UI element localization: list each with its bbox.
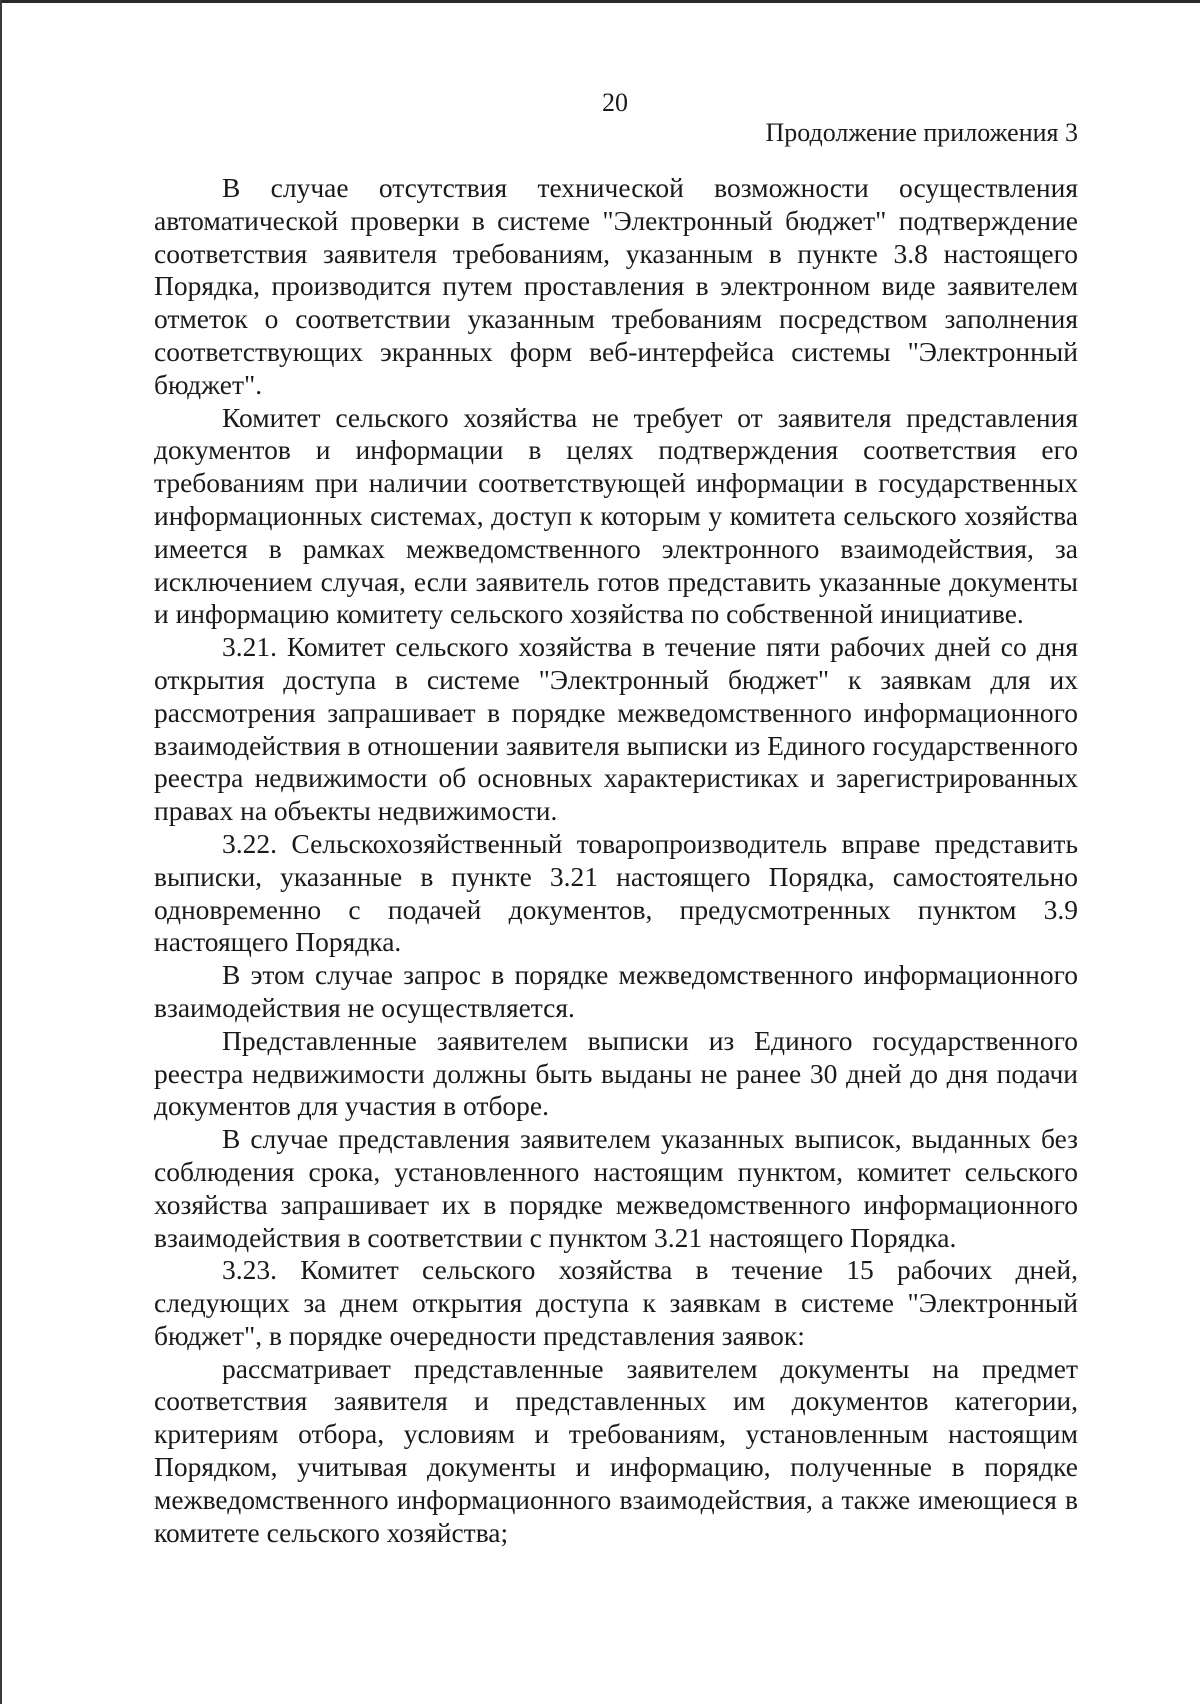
- paragraph-clause-3-21: 3.21. Комитет сельского хозяйства в течение пяти рабочих дней со дня открытия доступа в системе "Электронный бюджет" к заявкам для их рассмотрения запрашивает в порядке межведомственного информационного взаимодействия в отношении заявителя выписки из Единого государственного реестра недвижимости об основных характеристиках и зарегистрированных правах на объекты недвижимости.: [154, 631, 1078, 827]
- page-number: 20: [602, 88, 628, 117]
- scan-border-top: [0, 0, 1200, 3]
- paragraph-technical-impossibility: В случае отсутствия технической возможности осуществления автоматической проверки в системе "Электронный бюджет" подтверждение соответствия заявителя требованиям, указанным в пункте 3.8 настоящего Порядка, производится путем проставления в электронном виде заявителем отметок о соответствии указанным требованиям посредством заполнения соответствующих экранных форм веб-интерфейса системы "Электронный бюджет".: [154, 172, 1078, 400]
- document-body: [154, 172, 1078, 1549]
- paragraph-extract-validity: Представленные заявителем выписки из Единого государственного реестра недвижимости должны быть выданы не ранее 30 дней до дня подачи документов для участия в отборе.: [154, 1024, 1078, 1122]
- paragraph-expired-extracts: В случае представления заявителем указанных выписок, выданных без соблюдения срока, установленного настоящим пунктом, комитет сельского хозяйства запрашивает их в порядке межведомственного информационного взаимодействия в соответствии с пунктом 3.21 настоящего Порядка.: [154, 1123, 1078, 1253]
- paragraph-clause-3-22: 3.22. Сельскохозяйственный товаропроизводитель вправе представить выписки, указанные в пункте 3.21 настоящего Порядка, самостоятельно одновременно с подачей документов, предусмотренных пунктом 3.9 настоящего Порядка.: [154, 827, 1078, 958]
- appendix-continuation-note: Продолжение приложения 3: [765, 118, 1078, 147]
- paragraph-no-document-requirement: Комитет сельского хозяйства не требует от заявителя представления документов и информации в целях подтверждения соответствия его требованиям при наличии соответствующей информации в государственных информационных системах, доступ к которым у комитета сельского хозяйства имеется в рамках межведомственного электронного взаимодействия, за исключением случая, если заявитель готов представить указанные документы и информацию комитету сельского хозяйства по собственной инициативе.: [154, 401, 1078, 630]
- paragraph-no-request: В этом случае запрос в порядке межведомственного информационного взаимодействия не осуществляется.: [154, 959, 1078, 1023]
- scan-border-left: [0, 0, 2, 1704]
- paragraph-clause-3-23: 3.23. Комитет сельского хозяйства в течение 15 рабочих дней, следующих за днем открытия доступа к заявкам в системе "Электронный бюджет", в порядке очередности представления заявок:: [154, 1254, 1078, 1351]
- paragraph-review-documents: рассматривает представленные заявителем документы на предмет соответствия заявителя и представленных им документов категории, критериям отбора, условиям и требованиям, установленным настоящим Порядком, учитывая документы и информацию, полученные в порядке межведомственного информационного взаимодействия, а также имеющиеся в комитете сельского хозяйства;: [154, 1352, 1078, 1548]
